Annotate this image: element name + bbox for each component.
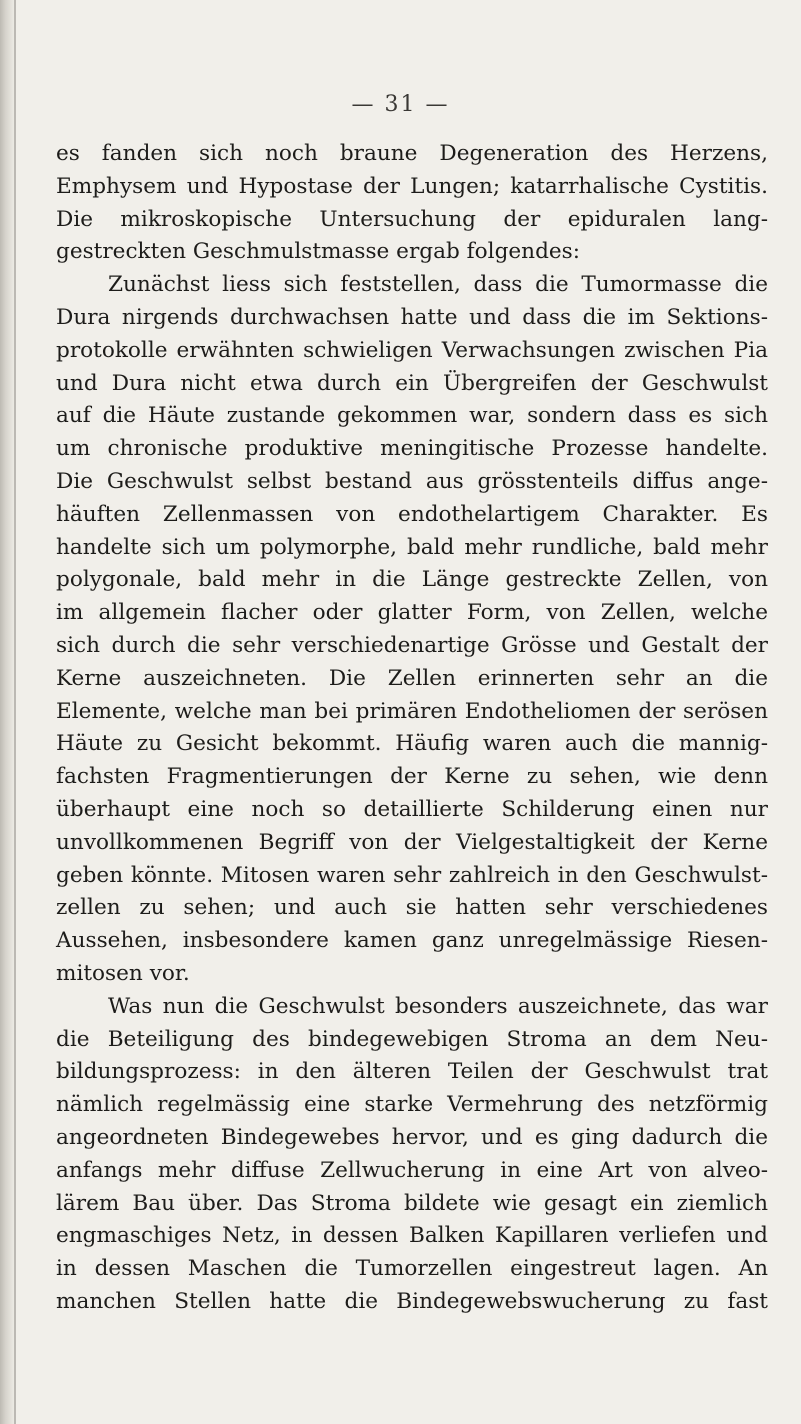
text-line: Emphysem und Hypostase der Lungen; katarrhalische Cystitis. [56,173,768,199]
text-line: Zunächst liess sich feststellen, dass die Tumormasse die [108,272,768,298]
text-line: zellen zu sehen; und auch sie hatten sehr verschiedenes [56,895,768,921]
text-line: nämlich regelmässig eine starke Vermehrung des netzförmig [56,1092,768,1118]
body-text [56,138,768,1319]
text-line: Elemente, welche man bei primären Endotheliomen der serösen [56,698,768,724]
text-line: Was nun die Geschwulst besonders auszeichnete, das war [108,993,768,1019]
book-gutter-line [14,0,16,1424]
text-line: lärem Bau über. Das Stroma bildete wie gesagt ein ziemlich [56,1190,768,1216]
text-line: angeordneten Bindegewebes hervor, und es ging dadurch die [56,1124,768,1150]
text-line: und Dura nicht etwa durch ein Übergreifen der Geschwulst [56,370,768,396]
text-line: die Beteiligung des bindegewebigen Stroma an dem Neu- [56,1026,768,1052]
text-line: manchen Stellen hatte die Bindegewebswucherung zu fast [56,1288,768,1314]
text-line: Kerne auszeichneten. Die Zellen erinnerten sehr an die [56,665,768,691]
text-line: anfangs mehr diffuse Zellwucherung in eine Art von alveo- [56,1157,768,1183]
text-line: sich durch die sehr verschiedenartige Grösse und Gestalt der [56,632,768,658]
text-line: gestreckten Geschmulstmasse ergab folgendes: [56,239,581,265]
text-line: mitosen vor. [56,960,190,986]
text-line: um chronische produktive meningitische Prozesse handelte. [56,436,768,462]
page-number: — 31 — [351,92,450,117]
text-line: fachsten Fragmentierungen der Kerne zu sehen, wie denn [56,764,768,790]
text-line: es fanden sich noch braune Degeneration des Herzens, [56,141,768,166]
text-line: protokolle erwähnten schwieligen Verwachsungen zwischen Pia [56,337,768,363]
text-line: engmaschiges Netz, in dessen Balken Kapillaren verliefen und [56,1223,768,1249]
text-line: unvollkommenen Begriff von der Vielgestaltigkeit der Kerne [56,829,768,855]
text-line: Die mikroskopische Untersuchung der epiduralen lang- [56,206,768,232]
text-line: in dessen Maschen die Tumorzellen eingestreut lagen. An [56,1256,768,1282]
text-line: auf die Häute zustande gekommen war, sondern dass es sich [56,403,768,429]
text-line: im allgemein flacher oder glatter Form, von Zellen, welche [56,600,768,626]
text-line: geben könnte. Mitosen waren sehr zahlreich in den Geschwulst- [56,862,768,888]
text-line: handelte sich um polymorphe, bald mehr rundliche, bald mehr [56,534,768,560]
text-line: überhaupt eine noch so detaillierte Schilderung einen nur [56,796,768,822]
text-line: Die Geschwulst selbst bestand aus grösstenteils diffus ange- [56,468,768,494]
text-line: polygonale, bald mehr in die Länge gestreckte Zellen, von [56,567,768,593]
text-line: bildungsprozess: in den älteren Teilen der Geschwulst trat [56,1059,768,1085]
book-spine-shadow [0,0,14,1424]
text-line: Aussehen, insbesondere kamen ganz unregelmässige Riesen- [56,928,768,954]
text-line: Häute zu Gesicht bekommt. Häufig waren auch die mannig- [56,731,768,757]
text-line: Dura nirgends durchwachsen hatte und dass die im Sektions- [56,304,768,330]
text-line: häuften Zellenmassen von endothelartigem Charakter. Es [56,501,768,527]
